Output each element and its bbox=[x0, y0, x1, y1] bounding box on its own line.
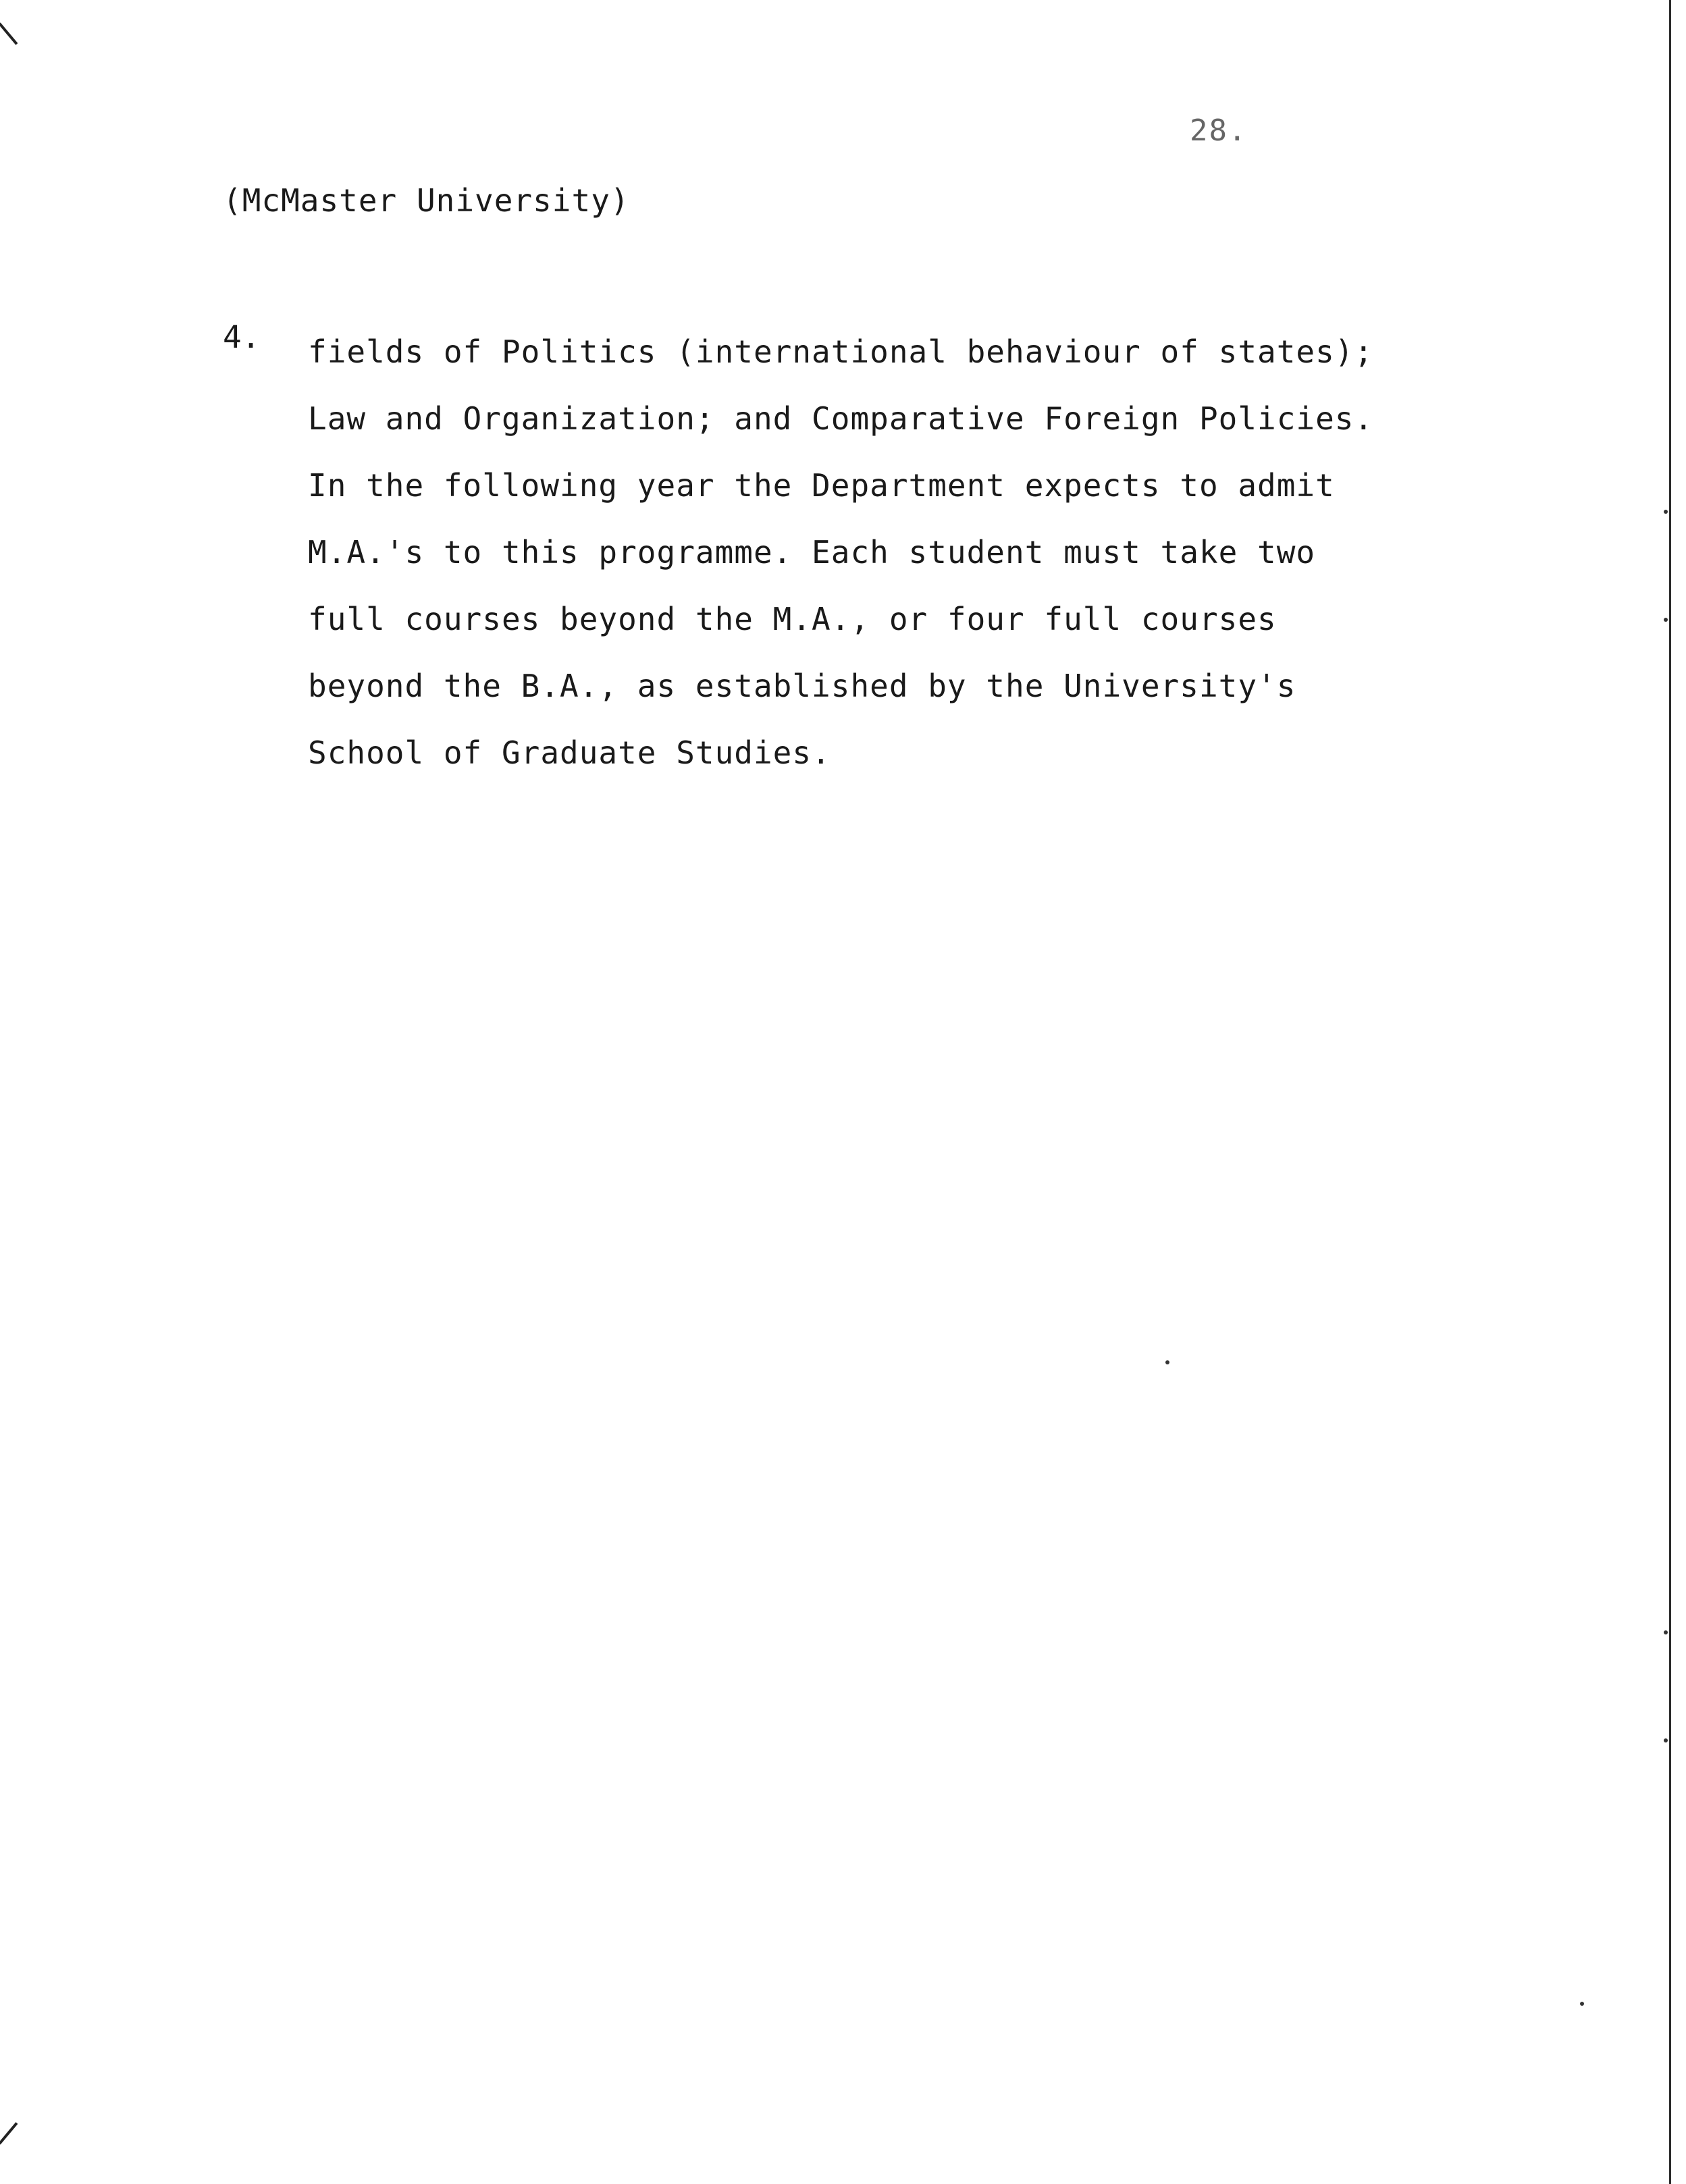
scan-speck bbox=[1580, 2002, 1584, 2006]
scan-speck bbox=[1664, 1630, 1668, 1634]
scan-corner-mark bbox=[0, 2122, 18, 2144]
paragraph-line: beyond the B.A., as established by the University's bbox=[308, 668, 1296, 704]
scan-edge-border bbox=[1669, 0, 1671, 2184]
institution-heading: (McMaster University) bbox=[223, 182, 630, 219]
scan-speck bbox=[1165, 1360, 1169, 1364]
scan-speck bbox=[1664, 1738, 1668, 1742]
scan-corner-mark bbox=[0, 22, 18, 45]
scan-speck bbox=[1664, 510, 1668, 514]
paragraph-line: full courses beyond the M.A., or four full courses bbox=[308, 601, 1277, 637]
paragraph-line: In the following year the Department expects to admit bbox=[308, 467, 1335, 504]
paragraph-line: M.A.'s to this programme. Each student must take two bbox=[308, 534, 1316, 570]
paragraph-line: fields of Politics (international behaviour of states); bbox=[308, 334, 1374, 370]
paragraph-line: School of Graduate Studies. bbox=[308, 735, 831, 771]
item-paragraph bbox=[308, 319, 1456, 787]
page-number: 28. bbox=[1190, 113, 1248, 148]
scan-speck bbox=[1664, 618, 1668, 622]
paragraph-line: Law and Organization; and Comparative Foreign Policies. bbox=[308, 400, 1374, 437]
item-number: 4. bbox=[223, 319, 261, 355]
